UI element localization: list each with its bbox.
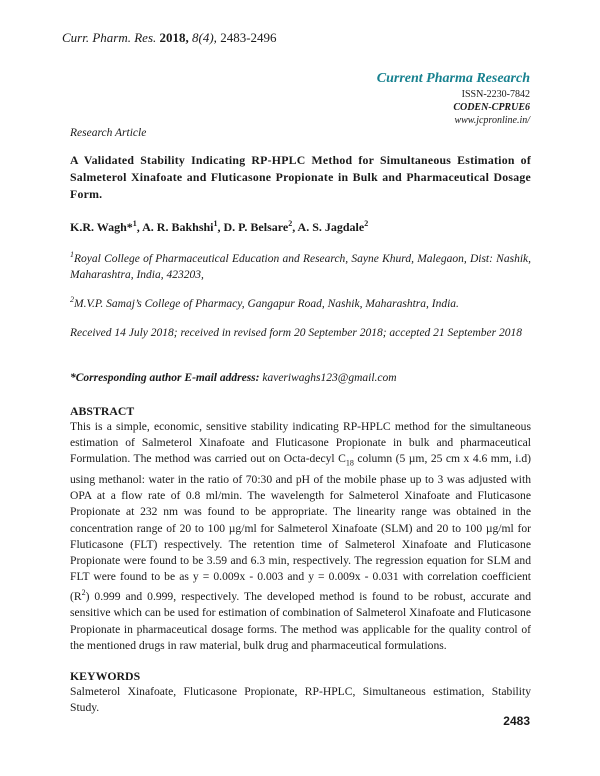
journal-citation (62, 30, 277, 46)
corresponding-email[interactable]: kaveriwaghs123@gmail.com (262, 372, 397, 384)
keywords-heading: KEYWORDS (70, 669, 141, 683)
journal-coden: CODEN-CPRUE6 (453, 102, 530, 113)
author-list: K.R. Wagh*$^1$, A. R. Bakhshi$^1$, D. P. Belsare$^2$, A. S. Jagdale$^2$ (70, 219, 369, 234)
paper-title: A Validated Stability Indicating RP-HPLC Method for Simultaneous Estimation of Salmeterol Xinafoate and Fluticasone Propionate in Bulk and Pharmaceutical Dosage Form. (70, 153, 531, 201)
author-affiliation-mark: 2 (288, 219, 293, 228)
author-affiliation-mark: 1 (132, 219, 137, 228)
page-number: 2483 (503, 714, 530, 728)
journal-abbrev: Curr. Pharm. Res. (62, 30, 157, 45)
abstract-part-2: column (5 µm, 25 cm x 4.6 mm, i.d) using methanol: water in the ratio of 70:30 and pH of the mobile phase up to 3 was adjusted with OPA at a flow rate of 0.8 ml/min. The wavelength for Salmeterol Xinafoate and Fluticasone Propionate at 232 nm was found to be appropriate. The linearity range was obtained in the concentration range of 20 to 100 µg/ml for Salmeterol Xinafoate (SLM) and 20 to 100 µg/ml for Fluticasone (FLT) respectively. The retention time of Salmeterol Xinafoate and Fluticasone Propionate were found to be 3.59 and 6.3 min, respectively. The regression equation for SLM and FLT were found to be as y = 0.009x - 0.003 and y = 0.009x - 0.031 with correlation coefficient (R (70, 452, 532, 604)
citation-pages: 2483-2496 (220, 30, 277, 45)
abstract-subscript: 18 (345, 458, 354, 468)
journal-issn: ISSN-2230-7842 (461, 89, 530, 100)
affiliation-text: M.V.P. Samaj’s College of Pharmacy, Gangapur Road, Nashik, Maharashtra, India. (74, 297, 459, 310)
affiliation-1 (70, 247, 531, 284)
journal-name: Current Pharma Research (376, 71, 530, 86)
affiliation-text: Royal College of Pharmaceutical Education and Research, Sayne Khurd, Malegaon, Dist: Nashik, Maharashtra, India, 423203, (70, 252, 531, 282)
corresponding-label: *Corresponding author E-mail address: (70, 372, 260, 384)
author-name: K.R. Wagh* (70, 220, 133, 234)
abstract-part-3: ) 0.999 and 0.999, respectively. The developed method is found to be robust, accurate and sensitive which can be used for estimation of combination of Salmeterol Xinafoate and Fluticasone Propionate in pharmaceutical dosage forms. The method was applicable for the quality control of the mentioned drugs in raw material, bulk drug and pharmaceutical formulations. (70, 590, 531, 652)
author-name: D. P. Belsare (223, 220, 289, 234)
keywords-text: Salmeterol Xinafoate, Fluticasone Propionate, RP-HPLC, Simultaneous estimation, Stability Study. (70, 685, 531, 715)
citation-year: 2018, (159, 30, 189, 45)
affiliation-2 (70, 292, 531, 312)
author-name: A. S. Jagdale (297, 220, 365, 234)
corresponding-author (70, 372, 397, 384)
author-affiliation-mark: 1 (213, 219, 218, 228)
received-dates: Received 14 July 2018; received in revised form 20 September 2018; accepted 21 September 2018 (70, 327, 522, 339)
affiliation-number: 2 (70, 295, 74, 304)
author-name: A. R. Bakhshi (142, 220, 214, 234)
author-affiliation-mark: 2 (364, 219, 369, 228)
abstract-heading: ABSTRACT (70, 404, 135, 418)
citation-volume: 8(4), (192, 30, 217, 45)
abstract-part-1: This is a simple, economic, sensitive stability indicating RP-HPLC method for the simultaneous estimation of Salmeterol Xinafoate and Fluticasone Propionate in bulk and pharmaceutical Formulation. The method was carried out on Octa-decyl C (70, 420, 531, 466)
abstract-text (70, 419, 531, 654)
affiliation-number: 1 (70, 250, 74, 259)
article-type: Research Article (70, 127, 147, 139)
abstract-superscript: 2 (81, 588, 86, 598)
journal-url[interactable]: www.jcpronline.in/ (454, 115, 530, 126)
